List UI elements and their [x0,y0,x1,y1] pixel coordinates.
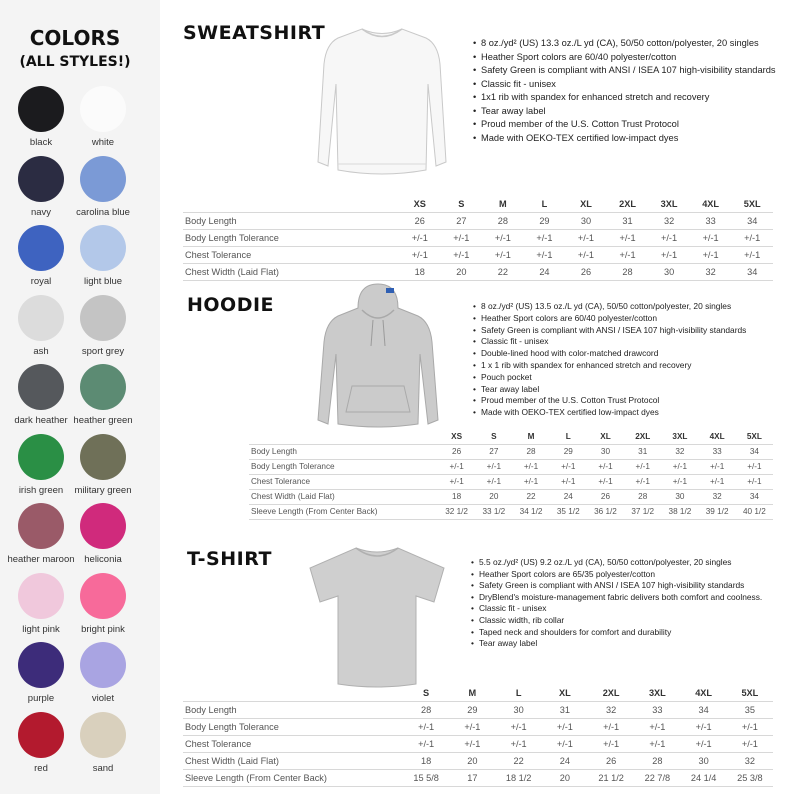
size-header: 5XL [743,198,761,209]
feature-item: • Tear away label [481,384,791,396]
size-header: S [491,432,497,442]
table-row [249,459,773,474]
table-row [249,474,773,489]
swatch-label: heather maroon [7,554,75,565]
table-cell: 35 1/2 [550,504,587,519]
table-cell: +/-1 [624,459,661,474]
swatch-circle [80,86,126,132]
table-cell: +/-1 [524,246,566,263]
table-cell: 34 [736,489,773,504]
table-cell: 20 [441,263,483,280]
table-row [183,246,773,263]
swatch-label: light blue [83,276,123,287]
sweatshirt-title: SWEATSHIRT [183,22,326,44]
table-cell: 32 1/2 [438,504,475,519]
table-cell: +/-1 [449,735,495,752]
row-label: Chest Width (Laid Flat) [249,489,438,504]
table-cell: 36 1/2 [587,504,624,519]
table-cell: 27 [475,444,512,459]
size-header: XS [413,198,426,209]
table-cell: 33 1/2 [475,504,512,519]
table-cell: 24 [550,489,587,504]
table-cell: 26 [399,212,441,229]
size-header: 4XL [702,198,720,209]
header-spacer [183,196,399,212]
table-cell: +/-1 [438,474,475,489]
sweatshirt-features [472,37,781,145]
table-cell: +/-1 [449,718,495,735]
table-cell: 39 1/2 [699,504,736,519]
table-cell: 40 1/2 [736,504,773,519]
table-cell: +/-1 [736,474,773,489]
table-cell: +/-1 [648,229,690,246]
table-cell: +/-1 [648,246,690,263]
hoodie-size-table [249,430,773,520]
size-header: 2XL [619,198,636,209]
table-cell: 38 1/2 [661,504,698,519]
table-cell: 32 [661,444,698,459]
size-header: 3XL [672,432,688,442]
size-header: 2XL [635,432,651,442]
table-cell: 26 [588,752,634,769]
table-cell: 17 [449,769,495,786]
table-cell: 18 [399,263,441,280]
tshirt-features [470,557,794,650]
swatch-label: navy [30,206,52,218]
table-cell: 27 [441,212,483,229]
swatch-label: irish green [18,484,64,496]
table-cell: +/-1 [482,229,524,246]
colors-panel [0,0,160,794]
table-cell: +/-1 [624,474,661,489]
table-cell: +/-1 [403,735,449,752]
row-label: Chest Tolerance [183,735,403,752]
swatch-circle [18,364,64,410]
size-header-row [183,686,773,701]
table-cell: +/-1 [587,474,624,489]
table-cell: 28 [607,263,649,280]
swatch-circle [18,156,64,202]
table-cell: +/-1 [607,229,649,246]
size-header: S [423,688,430,699]
table-cell: 20 [475,489,512,504]
size-header-row [249,430,773,444]
size-header: 2XL [602,688,620,699]
feature-item: • Tear away label [479,638,794,650]
size-header: L [565,432,571,442]
table-cell: +/-1 [731,229,773,246]
feature-item: • 5.5 oz./yd² (US) 9.2 oz./L yd (CA), 50/50 cotton/polyester, 20 singles [479,557,794,569]
table-cell: +/-1 [690,246,732,263]
feature-item: • Made with OEKO-TEX certified low-impact dyes [481,407,791,419]
table-cell: +/-1 [607,246,649,263]
table-cell: 22 [496,752,542,769]
feature-item: • Classic fit - unisex [479,603,794,615]
table-cell: +/-1 [661,459,698,474]
table-cell: 21 1/2 [588,769,634,786]
table-cell: +/-1 [475,474,512,489]
feature-item: • DryBlend's moisture-management fabric delivers both comfort and coolness. [479,592,794,604]
tshirt-size-table [183,686,773,787]
table-cell: +/-1 [681,735,727,752]
table-cell: 26 [438,444,475,459]
table-cell: +/-1 [399,246,441,263]
table-cell: +/-1 [727,718,773,735]
swatch-circle [80,295,126,341]
tshirt-title: T-SHIRT [187,548,272,570]
feature-item: • Heather Sport colors are 60/40 polyester/cotton [481,313,791,325]
size-header: XL [600,432,611,442]
size-header-row [183,196,773,212]
size-header: L [515,688,522,699]
table-cell: +/-1 [699,459,736,474]
table-cell: 32 [727,752,773,769]
row-label: Sleeve Length (From Center Back) [249,504,438,519]
row-label: Body Length Tolerance [249,459,438,474]
table-cell: 30 [681,752,727,769]
feature-item: • 8 oz./yd² (US) 13.5 oz./L yd (CA), 50/50 cotton/polyester, 20 singles [481,301,791,313]
table-cell: +/-1 [403,718,449,735]
row-label: Chest Width (Laid Flat) [183,752,403,769]
table-cell: +/-1 [441,246,483,263]
table-cell: 29 [550,444,587,459]
swatch-circle [18,86,64,132]
feature-item: • Safety Green is compliant with ANSI / ISEA 107 high-visibility standards [479,580,794,592]
size-header: M [499,198,507,209]
feature-item: • Classic fit - unisex [481,78,781,92]
feature-item: • Taped neck and shoulders for comfort and durability [479,627,794,639]
table-cell: +/-1 [565,246,607,263]
swatch-label: black [29,137,53,148]
colors-title: COLORS [29,26,121,50]
swatch-label: ash [33,345,49,357]
swatch-label: heliconia [84,554,122,565]
table-cell: 31 [607,212,649,229]
swatch-circle [80,225,126,271]
table-cell: +/-1 [438,459,475,474]
size-header: 3XL [660,198,678,209]
swatch-circle [18,503,64,549]
feature-item: • Classic fit - unisex [481,336,791,348]
table-cell: 32 [648,212,690,229]
table-cell: +/-1 [542,735,588,752]
table-cell: +/-1 [681,718,727,735]
table-cell: 34 1/2 [512,504,549,519]
table-row [183,229,773,246]
swatch-label: sport grey [81,345,125,357]
table-row [183,735,773,752]
swatch-circle [18,712,64,758]
colors-subtitle: (ALL STYLES!) [19,54,131,70]
swatch-circle [80,573,126,619]
swatch-circle [18,295,64,341]
table-row [249,489,773,504]
feature-item: • Made with OEKO-TEX certified low-impact dyes [481,132,781,146]
feature-item: • Safety Green is compliant with ANSI / ISEA 107 high-visibility standards [481,325,791,337]
row-label: Body Length Tolerance [183,718,403,735]
table-cell: 28 [512,444,549,459]
hoodie-title: HOODIE [187,294,275,316]
table-cell: 31 [542,701,588,718]
table-cell: +/-1 [550,459,587,474]
table-cell: 18 1/2 [496,769,542,786]
header-spacer [249,430,438,444]
swatch-label: purple [27,693,55,704]
table-row [183,769,773,786]
table-cell: 32 [690,263,732,280]
hoodie-icon [316,282,440,430]
table-cell: 34 [731,263,773,280]
table-cell: +/-1 [542,718,588,735]
row-label: Chest Tolerance [183,246,399,263]
swatch-circle [80,434,126,480]
table-cell: 34 [736,444,773,459]
table-cell: +/-1 [699,474,736,489]
swatch-circle [18,434,64,480]
table-cell: 22 7/8 [634,769,680,786]
table-cell: +/-1 [441,229,483,246]
table-cell: 30 [565,212,607,229]
table-cell: 18 [403,752,449,769]
table-cell: 32 [588,701,634,718]
table-cell: 30 [496,701,542,718]
table-cell: +/-1 [588,718,634,735]
feature-item: • 1 x 1 rib with spandex for enhanced stretch and recovery [481,360,791,372]
size-header: 3XL [648,688,666,699]
table-cell: 30 [661,489,698,504]
feature-item: • Pouch pocket [481,372,791,384]
table-cell: +/-1 [736,459,773,474]
table-cell: +/-1 [524,229,566,246]
row-label: Body Length [183,212,399,229]
table-cell: 28 [624,489,661,504]
table-cell: 22 [482,263,524,280]
table-cell: +/-1 [550,474,587,489]
table-cell: 24 [542,752,588,769]
swatch-label: violet [91,693,115,704]
table-cell: 29 [449,701,495,718]
feature-item: • Classic width, rib collar [479,615,794,627]
sweatshirt-icon [314,24,450,180]
size-header: XL [580,198,592,209]
size-header: 5XL [746,432,762,442]
swatch-label: white [91,137,115,148]
swatch-circle [80,364,126,410]
table-cell: +/-1 [661,474,698,489]
table-cell: +/-1 [496,718,542,735]
size-header: XL [559,688,571,699]
swatch-label: sand [92,762,114,774]
table-cell: 34 [731,212,773,229]
table-cell: 28 [634,752,680,769]
table-cell: +/-1 [634,735,680,752]
row-label: Chest Tolerance [249,474,438,489]
size-header: M [527,432,535,442]
swatch-circle [80,503,126,549]
swatch-label: royal [30,276,52,287]
table-row [249,444,773,459]
table-cell: 33 [699,444,736,459]
table-cell: 33 [690,212,732,229]
table-cell: 26 [565,263,607,280]
table-cell: 33 [634,701,680,718]
table-cell: 31 [624,444,661,459]
table-cell: 26 [587,489,624,504]
swatch-label: military green [74,484,132,496]
swatch-circle [18,225,64,271]
table-cell: 37 1/2 [624,504,661,519]
table-cell: 30 [587,444,624,459]
row-label: Body Length Tolerance [183,229,399,246]
table-row [183,212,773,229]
table-row [183,752,773,769]
hoodie-features [472,301,791,419]
table-cell: +/-1 [634,718,680,735]
table-cell: 28 [482,212,524,229]
table-cell: +/-1 [482,246,524,263]
swatch-circle [80,156,126,202]
size-header: 5XL [741,688,759,699]
swatch-label: dark heather [14,415,68,426]
feature-item: • Safety Green is compliant with ANSI / ISEA 107 high-visibility standards [481,64,781,78]
table-cell: 18 [438,489,475,504]
table-cell: +/-1 [399,229,441,246]
table-cell: +/-1 [512,474,549,489]
row-label: Chest Width (Laid Flat) [183,263,399,280]
swatch-label: red [34,762,48,774]
swatch-circle [18,642,64,688]
table-cell: 28 [403,701,449,718]
size-header: 4XL [709,432,725,442]
table-cell: 30 [648,263,690,280]
feature-item: • 1x1 rib with spandex for enhanced stretch and recovery [481,91,781,105]
swatch-label: heather green [73,415,133,426]
size-header: S [458,198,465,209]
swatch-circle [18,573,64,619]
feature-item: • Tear away label [481,105,781,119]
table-cell: +/-1 [475,459,512,474]
table-row [183,263,773,280]
header-spacer [183,686,403,701]
feature-item: • 8 oz./yd² (US) 13.3 oz./L yd (CA), 50/50 cotton/polyester, 20 singles [481,37,781,51]
table-cell: 20 [542,769,588,786]
table-cell: 29 [524,212,566,229]
table-row [183,701,773,718]
swatch-circle [80,712,126,758]
table-cell: +/-1 [690,229,732,246]
size-header: 4XL [695,688,713,699]
feature-item: • Proud member of the U.S. Cotton Trust Protocol [481,118,781,132]
table-cell: 32 [699,489,736,504]
table-cell: 15 5/8 [403,769,449,786]
table-row [249,504,773,519]
feature-item: • Double-lined hood with color-matched drawcord [481,348,791,360]
swatch-circle [80,642,126,688]
table-cell: 20 [449,752,495,769]
row-label: Sleeve Length (From Center Back) [183,769,403,786]
table-cell: +/-1 [512,459,549,474]
table-cell: +/-1 [731,246,773,263]
swatch-label: light pink [22,623,60,635]
table-cell: +/-1 [727,735,773,752]
table-cell: 34 [681,701,727,718]
sweatshirt-size-table [183,196,773,281]
table-cell: 24 1/4 [681,769,727,786]
table-cell: +/-1 [496,735,542,752]
table-cell: +/-1 [588,735,634,752]
feature-item: • Heather Sport colors are 60/40 polyester/cotton [481,51,781,65]
size-header: XS [451,432,463,442]
swatch-label: carolina blue [76,206,130,218]
row-label: Body Length [183,701,403,718]
feature-item: • Proud member of the U.S. Cotton Trust Protocol [481,395,791,407]
table-cell: 25 3/8 [727,769,773,786]
row-label: Body Length [249,444,438,459]
table-cell: 22 [512,489,549,504]
size-header: M [468,688,477,699]
table-row [183,718,773,735]
swatch-label: bright pink [81,623,125,635]
table-cell: +/-1 [565,229,607,246]
table-cell: 24 [524,263,566,280]
table-cell: 35 [727,701,773,718]
tshirt-icon [306,544,448,688]
size-header: L [541,198,548,209]
feature-item: • Heather Sport colors are 65/35 polyester/cotton [479,569,794,581]
table-cell: +/-1 [587,459,624,474]
